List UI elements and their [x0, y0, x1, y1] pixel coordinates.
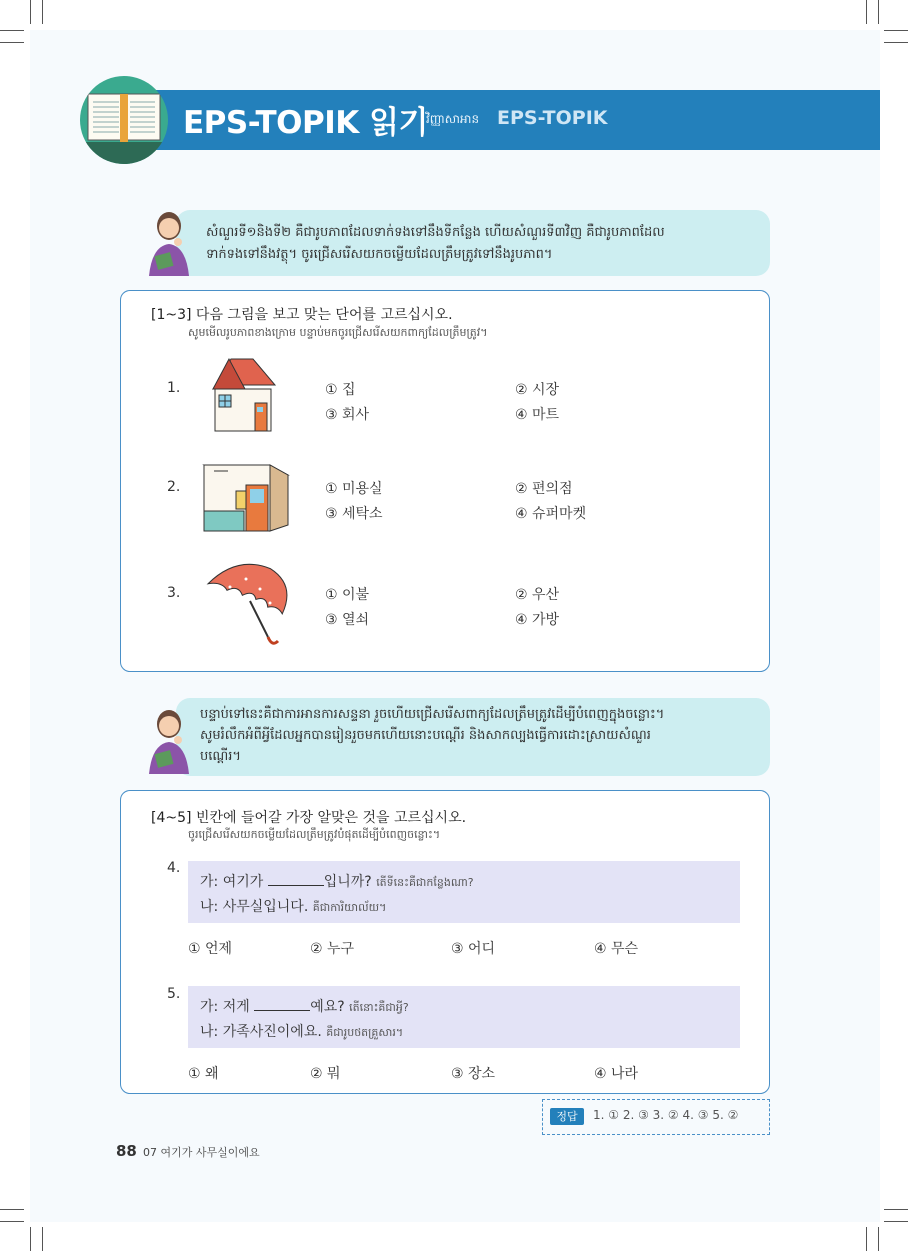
dialogue-box — [188, 986, 740, 1048]
dialogue-text: 나: 가족사진이에요. — [200, 1024, 322, 1040]
crop-mark — [0, 30, 24, 31]
answer-option[interactable]: ② 시장 — [515, 382, 560, 398]
answer-option[interactable]: ② 누구 — [310, 941, 355, 957]
crop-mark — [878, 0, 879, 24]
instruction-bubble — [176, 698, 770, 776]
crop-mark — [30, 1227, 31, 1251]
page-subtitle-kh: វិញ្ញាសាអាន — [426, 112, 480, 126]
answer-key — [542, 1099, 770, 1135]
section-subheading: សូមមើលរូបភាពខាងក្រោម បន្ទាប់មកចូរជ្រើសរើសយកពាក្យដែលត្រឹមត្រូវ។ — [188, 326, 488, 339]
page-title: EPS-TOPIK 읽기 — [183, 105, 428, 141]
crop-mark — [0, 1209, 24, 1210]
crop-mark — [884, 1209, 908, 1210]
answer-option[interactable]: ① 미용실 — [325, 481, 383, 497]
instruction-line: បណ្តើរ។ — [200, 749, 241, 764]
section-heading: [1~3] 다음 그림을 보고 맞는 단어를 고르십시오. — [151, 307, 453, 323]
page-subtitle-en: EPS-TOPIK — [497, 107, 608, 129]
answer-option[interactable]: ④ 마트 — [515, 407, 560, 423]
dialogue-translation: តើនោះគឺជាអ្វី? — [349, 1001, 409, 1014]
chapter-title: 07 여기가 사무실이에요 — [143, 1146, 260, 1159]
teacher-avatar-icon — [144, 206, 194, 276]
crop-mark — [884, 42, 908, 43]
answer-option[interactable]: ① 집 — [325, 382, 356, 398]
open-book-icon — [80, 76, 168, 164]
crop-mark — [866, 0, 867, 24]
crop-mark — [866, 1227, 867, 1251]
dialogue-line — [200, 871, 474, 892]
dialogue-line — [200, 996, 409, 1017]
shop-icon — [200, 461, 292, 533]
section-subheading: ចូរជ្រើសរើសយកចម្លើយដែលត្រឹមត្រូវបំផុតដើម្បីបំពេញចន្លោះ។ — [188, 828, 441, 841]
crop-mark — [878, 1227, 879, 1251]
answer-key-label: 정답 — [550, 1108, 584, 1125]
question-number: 1. — [167, 380, 181, 396]
answer-blank — [268, 871, 324, 886]
dialogue-text: 예요? — [310, 999, 345, 1015]
answer-option[interactable]: ③ 열쇠 — [325, 612, 370, 628]
dialogue-text: 나: 사무실입니다. — [200, 899, 309, 915]
question-number: 5. — [167, 986, 181, 1002]
answer-option[interactable]: ④ 가방 — [515, 612, 560, 628]
instruction-line: បន្ទាប់ទៅនេះគឺជាការអានការសន្ទនា រួចហើយជ្រើសរើសពាក្យដែលត្រឹមត្រូវដើម្បីបំពេញក្នុងចន្លោះ។ — [200, 707, 665, 722]
crop-mark — [884, 1221, 908, 1222]
section-heading: [4~5] 빈칸에 들어갈 가장 알맞은 것을 고르십시오. — [151, 810, 467, 826]
answer-key-text: 1. ① 2. ③ 3. ② 4. ③ 5. ② — [593, 1108, 739, 1122]
dialogue-text: 입니까? — [323, 874, 372, 890]
answer-option[interactable]: ③ 세탁소 — [325, 506, 383, 522]
answer-option[interactable]: ③ 어디 — [451, 941, 496, 957]
teacher-avatar-icon — [144, 704, 194, 774]
dialogue-translation: គឺជារូបថតគ្រួសារ។ — [326, 1026, 404, 1039]
answer-option[interactable]: ② 뭐 — [310, 1066, 341, 1082]
instruction-line: ទាក់ទងទៅនឹងវត្ថុ។ ចូរជ្រើសរើសយកចម្លើយដែលត្រឹមត្រូវទៅនឹងរូបភាព។ — [206, 247, 553, 262]
dialogue-text: 가: 저게 — [200, 999, 255, 1015]
dialogue-translation: គឺជាការិយាល័យ។ — [312, 901, 387, 914]
answer-option[interactable]: ③ 장소 — [451, 1066, 496, 1082]
answer-option[interactable]: ① 왜 — [188, 1066, 219, 1082]
answer-option[interactable]: ① 언제 — [188, 941, 233, 957]
instruction-line: សំណួរទី១និងទី២ គឺជារូបភាពដែលទាក់ទងទៅនឹងទីកន្លែង ហើយសំណួរទី៣វិញ គឺជារូបភាពដែល — [206, 225, 665, 240]
answer-option[interactable]: ② 편의점 — [515, 481, 573, 497]
crop-mark — [42, 0, 43, 24]
dialogue-line — [200, 1021, 403, 1042]
instruction-bubble — [176, 210, 770, 276]
crop-mark — [0, 1221, 24, 1222]
crop-mark — [0, 42, 24, 43]
answer-option[interactable]: ③ 회사 — [325, 407, 370, 423]
question-number: 2. — [167, 479, 181, 495]
answer-option[interactable]: ④ 무슨 — [594, 941, 639, 957]
crop-mark — [42, 1227, 43, 1251]
answer-option[interactable]: ② 우산 — [515, 587, 560, 603]
umbrella-icon — [200, 557, 292, 651]
answer-blank — [254, 996, 310, 1011]
crop-mark — [884, 30, 908, 31]
page-number: 88 — [116, 1142, 137, 1160]
dialogue-text: 가: 여기가 — [200, 874, 268, 890]
dialogue-box — [188, 861, 740, 923]
answer-option[interactable]: ④ 나라 — [594, 1066, 639, 1082]
dialogue-line — [200, 896, 386, 917]
header-badge — [80, 76, 168, 164]
question-number: 4. — [167, 860, 181, 876]
dialogue-translation: តើទីនេះគឺជាកន្លែងណា? — [376, 876, 474, 889]
answer-option[interactable]: ④ 슈퍼마켓 — [515, 506, 587, 522]
house-icon — [203, 355, 287, 435]
crop-mark — [30, 0, 31, 24]
answer-option[interactable]: ① 이불 — [325, 587, 370, 603]
instruction-line: សូមរំលឹកអំពីអ្វីដែលអ្នកបានរៀនរួចមកហើយនោះបណ្តើរ និងសាកល្បងធ្វើការដោះស្រាយសំណួរ — [200, 728, 651, 743]
question-number: 3. — [167, 585, 181, 601]
